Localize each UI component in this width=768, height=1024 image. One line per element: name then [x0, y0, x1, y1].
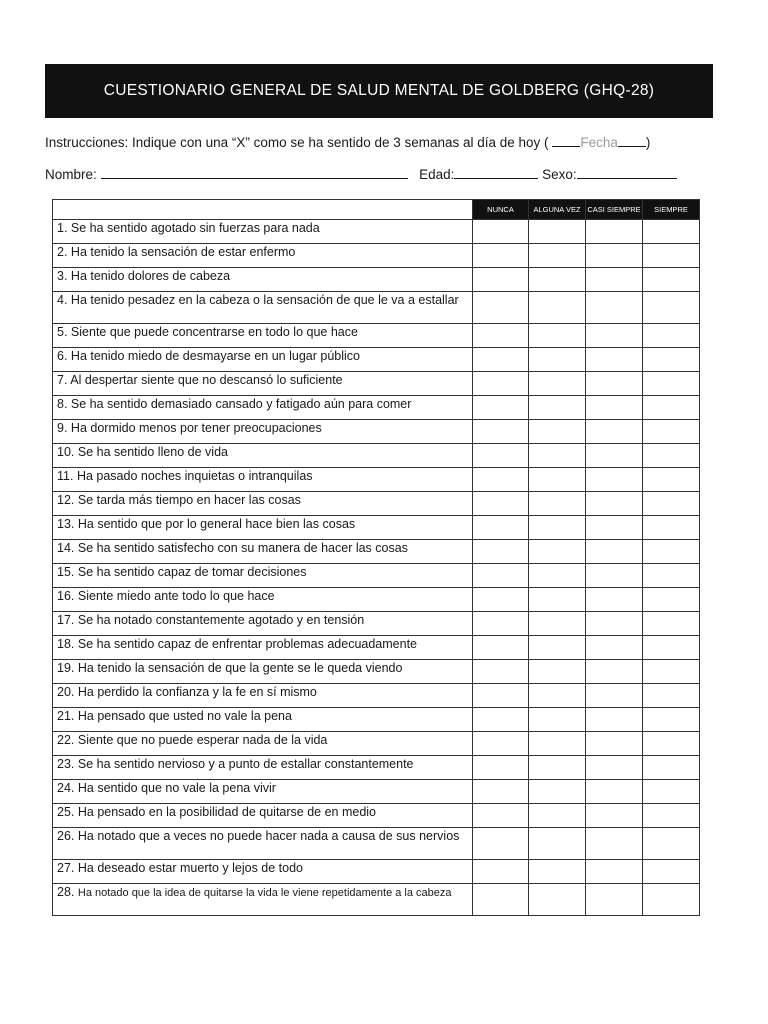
question-cell	[53, 268, 473, 292]
answer-alguna-vez-box[interactable]	[529, 540, 586, 564]
answer-casi-siempre-box[interactable]	[586, 660, 643, 684]
answer-siempre-box[interactable]	[643, 420, 700, 444]
answer-casi-siempre-box[interactable]	[586, 860, 643, 884]
question-cell	[53, 540, 473, 564]
answer-siempre-box[interactable]	[643, 708, 700, 732]
question-text: Ha sentido que no vale la pena vivir	[77, 781, 276, 795]
question-number: 14.	[57, 541, 75, 555]
answer-nunca-box[interactable]	[473, 588, 529, 612]
answer-alguna-vez-box[interactable]	[529, 756, 586, 780]
question-text: Se ha sentido agotado sin fuerzas para nada	[70, 221, 320, 235]
name-label: Nombre:	[45, 167, 97, 182]
question-number: 20.	[57, 685, 75, 699]
question-number: 25.	[57, 805, 75, 819]
table-row	[53, 540, 700, 564]
question-text: Siente miedo ante todo lo que hace	[77, 589, 275, 603]
instructions-close: )	[645, 135, 651, 150]
answer-casi-siempre-box[interactable]	[586, 780, 643, 804]
answer-nunca-box[interactable]	[473, 220, 529, 244]
table-row	[53, 684, 700, 708]
table-row	[53, 636, 700, 660]
answer-casi-siempre-box[interactable]	[586, 588, 643, 612]
date-blank-left[interactable]	[552, 134, 580, 147]
answer-alguna-vez-box[interactable]	[529, 564, 586, 588]
question-cell	[53, 804, 473, 828]
question-text: Ha pensado que usted no vale la pena	[77, 709, 292, 723]
title-text: CUESTIONARIO GENERAL DE SALUD MENTAL DE GOLDBERG (GHQ-28)	[103, 82, 655, 99]
answer-alguna-vez-box[interactable]	[529, 348, 586, 372]
answer-siempre-box[interactable]	[643, 804, 700, 828]
table-row	[53, 420, 700, 444]
question-number: 17.	[57, 613, 75, 627]
questions-body	[53, 220, 700, 916]
column-header-casi-siempre: CASI SIEMPRE	[586, 200, 643, 220]
table-row	[53, 588, 700, 612]
answer-nunca-box[interactable]	[473, 564, 529, 588]
table-row	[53, 292, 700, 324]
answer-siempre-box[interactable]	[643, 516, 700, 540]
answer-alguna-vez-box[interactable]	[529, 660, 586, 684]
table-row	[53, 348, 700, 372]
answer-siempre-box[interactable]	[643, 780, 700, 804]
answer-alguna-vez-box[interactable]	[529, 516, 586, 540]
sex-label: Sexo:	[542, 167, 577, 182]
table-row	[53, 372, 700, 396]
answer-alguna-vez-box[interactable]	[529, 804, 586, 828]
answer-nunca-box[interactable]	[473, 268, 529, 292]
answer-nunca-box[interactable]	[473, 516, 529, 540]
answer-casi-siempre-box[interactable]	[586, 804, 643, 828]
questionnaire-table	[52, 199, 700, 916]
answer-casi-siempre-box[interactable]	[586, 220, 643, 244]
table-row	[53, 492, 700, 516]
answer-casi-siempre-box[interactable]	[586, 348, 643, 372]
question-text: Siente que no puede esperar nada de la vida	[77, 733, 328, 747]
instructions-text: : Indique con una “X” como se ha sentido de 3 semanas al día de hoy (	[124, 135, 549, 150]
answer-alguna-vez-box[interactable]	[529, 468, 586, 492]
table-row	[53, 220, 700, 244]
question-text: Ha tenido miedo de desmayarse en un lugar público	[70, 349, 360, 363]
answer-nunca-box[interactable]	[473, 324, 529, 348]
answer-siempre-box[interactable]	[643, 564, 700, 588]
answer-casi-siempre-box[interactable]	[586, 492, 643, 516]
question-text: Se ha notado constantemente agotado y en tensión	[77, 613, 365, 627]
question-cell	[53, 780, 473, 804]
table-row	[53, 708, 700, 732]
table-row	[53, 756, 700, 780]
question-text: Se ha sentido nervioso y a punto de estallar constantemente	[77, 757, 414, 771]
question-number: 2.	[57, 245, 68, 259]
question-cell	[53, 708, 473, 732]
answer-casi-siempre-box[interactable]	[586, 372, 643, 396]
answer-siempre-box[interactable]	[643, 268, 700, 292]
answer-siempre-box[interactable]	[643, 444, 700, 468]
question-number: 28.	[57, 885, 75, 899]
answer-alguna-vez-box[interactable]	[529, 396, 586, 420]
answer-siempre-box[interactable]	[643, 612, 700, 636]
question-number: 21.	[57, 709, 75, 723]
table-row	[53, 516, 700, 540]
table-row	[53, 468, 700, 492]
question-number: 11.	[57, 469, 74, 483]
answer-siempre-box[interactable]	[643, 732, 700, 756]
question-cell	[53, 636, 473, 660]
answer-siempre-box[interactable]	[643, 756, 700, 780]
table-row	[53, 268, 700, 292]
question-number: 1.	[57, 221, 68, 235]
question-number: 5.	[57, 325, 68, 339]
answer-nunca-box[interactable]	[473, 348, 529, 372]
question-text: Ha deseado estar muerto y lejos de todo	[77, 861, 304, 875]
question-cell	[53, 756, 473, 780]
answer-alguna-vez-box[interactable]	[529, 420, 586, 444]
question-text: Se ha sentido lleno de vida	[77, 445, 228, 459]
answer-nunca-box[interactable]	[473, 828, 529, 860]
question-number: 15.	[57, 565, 75, 579]
answer-nunca-box[interactable]	[473, 708, 529, 732]
answer-nunca-box[interactable]	[473, 468, 529, 492]
question-text: Se tarda más tiempo en hacer las cosas	[77, 493, 301, 507]
date-hint: Fecha	[580, 135, 618, 150]
answer-alguna-vez-box[interactable]	[529, 244, 586, 268]
answer-siempre-box[interactable]	[643, 884, 700, 916]
question-text: Siente que puede concentrarse en todo lo que hace	[70, 325, 358, 339]
answer-alguna-vez-box[interactable]	[529, 588, 586, 612]
question-text: Al despertar siente que no descansó lo suficiente	[70, 373, 343, 387]
question-cell	[53, 324, 473, 348]
answer-casi-siempre-box[interactable]	[586, 292, 643, 324]
answer-nunca-box[interactable]	[473, 540, 529, 564]
question-cell	[53, 884, 473, 916]
table-row	[53, 660, 700, 684]
question-text: Ha tenido la sensación de estar enfermo	[70, 245, 296, 259]
answer-nunca-box[interactable]	[473, 612, 529, 636]
question-text: Ha perdido la confianza y la fe en sí mismo	[77, 685, 317, 699]
table-row	[53, 884, 700, 916]
answer-casi-siempre-box[interactable]	[586, 420, 643, 444]
question-cell	[53, 732, 473, 756]
column-header-alguna-vez: ALGUNA VEZ	[529, 200, 586, 220]
question-cell	[53, 372, 473, 396]
answer-alguna-vez-box[interactable]	[529, 636, 586, 660]
answer-casi-siempre-box[interactable]	[586, 444, 643, 468]
answer-alguna-vez-box[interactable]	[529, 612, 586, 636]
question-cell	[53, 244, 473, 268]
question-number: 24.	[57, 781, 75, 795]
answer-nunca-box[interactable]	[473, 244, 529, 268]
column-header-nunca: NUNCA	[473, 200, 529, 220]
answer-alguna-vez-box[interactable]	[529, 860, 586, 884]
answer-nunca-box[interactable]	[473, 732, 529, 756]
answer-nunca-box[interactable]	[473, 684, 529, 708]
question-cell	[53, 468, 473, 492]
question-cell	[53, 292, 473, 324]
answer-alguna-vez-box[interactable]	[529, 324, 586, 348]
table-row	[53, 444, 700, 468]
answer-casi-siempre-box[interactable]	[586, 636, 643, 660]
question-text: Ha tenido la sensación de que la gente se le queda viendo	[77, 661, 403, 675]
question-text: Se ha sentido satisfecho con su manera de hacer las cosas	[77, 541, 408, 555]
question-text: Ha dormido menos por tener preocupaciones	[70, 421, 322, 435]
question-number: 4.	[57, 293, 68, 307]
answer-alguna-vez-box[interactable]	[529, 684, 586, 708]
table-row	[53, 564, 700, 588]
answer-nunca-box[interactable]	[473, 756, 529, 780]
question-cell	[53, 660, 473, 684]
question-number: 16.	[57, 589, 75, 603]
answer-alguna-vez-box[interactable]	[529, 732, 586, 756]
instructions-label: Instrucciones	[45, 135, 125, 150]
answer-siempre-box[interactable]	[643, 324, 700, 348]
question-number: 10.	[57, 445, 75, 459]
answer-siempre-box[interactable]	[643, 684, 700, 708]
answer-siempre-box[interactable]	[643, 588, 700, 612]
answer-casi-siempre-box[interactable]	[586, 684, 643, 708]
table-row	[53, 804, 700, 828]
answer-casi-siempre-box[interactable]	[586, 884, 643, 916]
question-cell	[53, 396, 473, 420]
answer-nunca-box[interactable]	[473, 860, 529, 884]
answer-nunca-box[interactable]	[473, 372, 529, 396]
answer-casi-siempre-box[interactable]	[586, 268, 643, 292]
question-cell	[53, 444, 473, 468]
question-number: 8.	[57, 397, 68, 411]
age-label: Edad:	[419, 167, 455, 182]
date-blank-right[interactable]	[618, 134, 646, 147]
answer-casi-siempre-box[interactable]	[586, 516, 643, 540]
table-row	[53, 244, 700, 268]
question-cell	[53, 860, 473, 884]
answer-siempre-box[interactable]	[643, 860, 700, 884]
answer-casi-siempre-box[interactable]	[586, 708, 643, 732]
answer-siempre-box[interactable]	[643, 244, 700, 268]
answer-nunca-box[interactable]	[473, 492, 529, 516]
question-number: 6.	[57, 349, 68, 363]
answer-nunca-box[interactable]	[473, 660, 529, 684]
question-number: 13.	[57, 517, 75, 531]
question-number: 18.	[57, 637, 75, 651]
question-cell	[53, 828, 473, 860]
answer-alguna-vez-box[interactable]	[529, 492, 586, 516]
question-number: 22.	[57, 733, 75, 747]
answer-casi-siempre-box[interactable]	[586, 564, 643, 588]
answer-siempre-box[interactable]	[643, 348, 700, 372]
answer-casi-siempre-box[interactable]	[586, 612, 643, 636]
question-text: Se ha sentido demasiado cansado y fatigado aún para comer	[70, 397, 412, 411]
question-cell	[53, 684, 473, 708]
answer-casi-siempre-box[interactable]	[586, 732, 643, 756]
question-number: 9.	[57, 421, 68, 435]
question-column-header	[53, 200, 473, 220]
answer-alguna-vez-box[interactable]	[529, 268, 586, 292]
answer-siempre-box[interactable]	[643, 540, 700, 564]
question-text: Ha notado que a veces no puede hacer nada a causa de sus nervios	[77, 829, 460, 843]
age-field[interactable]	[454, 166, 538, 179]
question-text: Se ha sentido capaz de tomar decisiones	[77, 565, 307, 579]
answer-siempre-box[interactable]	[643, 396, 700, 420]
answer-alguna-vez-box[interactable]	[529, 292, 586, 324]
table-row	[53, 860, 700, 884]
answer-siempre-box[interactable]	[643, 492, 700, 516]
question-number: 12.	[57, 493, 75, 507]
table-header-row	[53, 200, 700, 220]
answer-siempre-box[interactable]	[643, 372, 700, 396]
answer-casi-siempre-box[interactable]	[586, 828, 643, 860]
question-number: 3.	[57, 269, 68, 283]
answer-alguna-vez-box[interactable]	[529, 708, 586, 732]
question-text: Ha pensado en la posibilidad de quitarse de en medio	[77, 805, 377, 819]
question-number: 7.	[57, 373, 68, 387]
question-cell	[53, 516, 473, 540]
table-row	[53, 612, 700, 636]
personal-fields	[45, 166, 725, 182]
table-row	[53, 780, 700, 804]
answer-alguna-vez-box[interactable]	[529, 372, 586, 396]
answer-nunca-box[interactable]	[473, 444, 529, 468]
question-number: 27.	[57, 861, 75, 875]
answer-nunca-box[interactable]	[473, 780, 529, 804]
answer-siempre-box[interactable]	[643, 660, 700, 684]
table-row	[53, 324, 700, 348]
answer-casi-siempre-box[interactable]	[586, 540, 643, 564]
answer-alguna-vez-box[interactable]	[529, 828, 586, 860]
answer-nunca-box[interactable]	[473, 396, 529, 420]
question-cell	[53, 564, 473, 588]
answer-alguna-vez-box[interactable]	[529, 780, 586, 804]
answer-siempre-box[interactable]	[643, 220, 700, 244]
question-text: Ha tenido dolores de cabeza	[70, 269, 231, 283]
question-text: Se ha sentido capaz de enfrentar problemas adecuadamente	[77, 637, 417, 651]
table-row	[53, 396, 700, 420]
answer-siempre-box[interactable]	[643, 636, 700, 660]
answer-nunca-box[interactable]	[473, 292, 529, 324]
table-row	[53, 732, 700, 756]
question-cell	[53, 588, 473, 612]
answer-casi-siempre-box[interactable]	[586, 324, 643, 348]
question-text: Ha pasado noches inquietas o intranquilas	[76, 469, 313, 483]
question-cell	[53, 348, 473, 372]
question-cell	[53, 492, 473, 516]
answer-alguna-vez-box[interactable]	[529, 884, 586, 916]
question-number: 19.	[57, 661, 75, 675]
answer-casi-siempre-box[interactable]	[586, 396, 643, 420]
answer-alguna-vez-box[interactable]	[529, 220, 586, 244]
answer-alguna-vez-box[interactable]	[529, 444, 586, 468]
question-cell	[53, 220, 473, 244]
answer-siempre-box[interactable]	[643, 292, 700, 324]
answer-nunca-box[interactable]	[473, 420, 529, 444]
question-cell	[53, 420, 473, 444]
question-text: Ha tenido pesadez en la cabeza o la sensación de que le va a estallar	[70, 293, 459, 307]
answer-nunca-box[interactable]	[473, 636, 529, 660]
answer-casi-siempre-box[interactable]	[586, 244, 643, 268]
question-number: 23.	[57, 757, 75, 771]
instructions-line	[45, 134, 725, 150]
answer-siempre-box[interactable]	[643, 468, 700, 492]
answer-casi-siempre-box[interactable]	[586, 468, 643, 492]
name-field[interactable]	[101, 166, 408, 179]
table-row	[53, 828, 700, 860]
sex-field[interactable]	[577, 166, 677, 179]
answer-nunca-box[interactable]	[473, 804, 529, 828]
answer-nunca-box[interactable]	[473, 884, 529, 916]
question-text: Ha sentido que por lo general hace bien las cosas	[77, 517, 356, 531]
page-title	[45, 64, 713, 118]
answer-casi-siempre-box[interactable]	[586, 756, 643, 780]
answer-siempre-box[interactable]	[643, 828, 700, 860]
column-header-siempre: SIEMPRE	[643, 200, 700, 220]
question-number: 26.	[57, 829, 75, 843]
question-text: Ha notado que la idea de quitarse la vida le viene repetidamente a la cabeza	[77, 887, 452, 899]
question-cell	[53, 612, 473, 636]
